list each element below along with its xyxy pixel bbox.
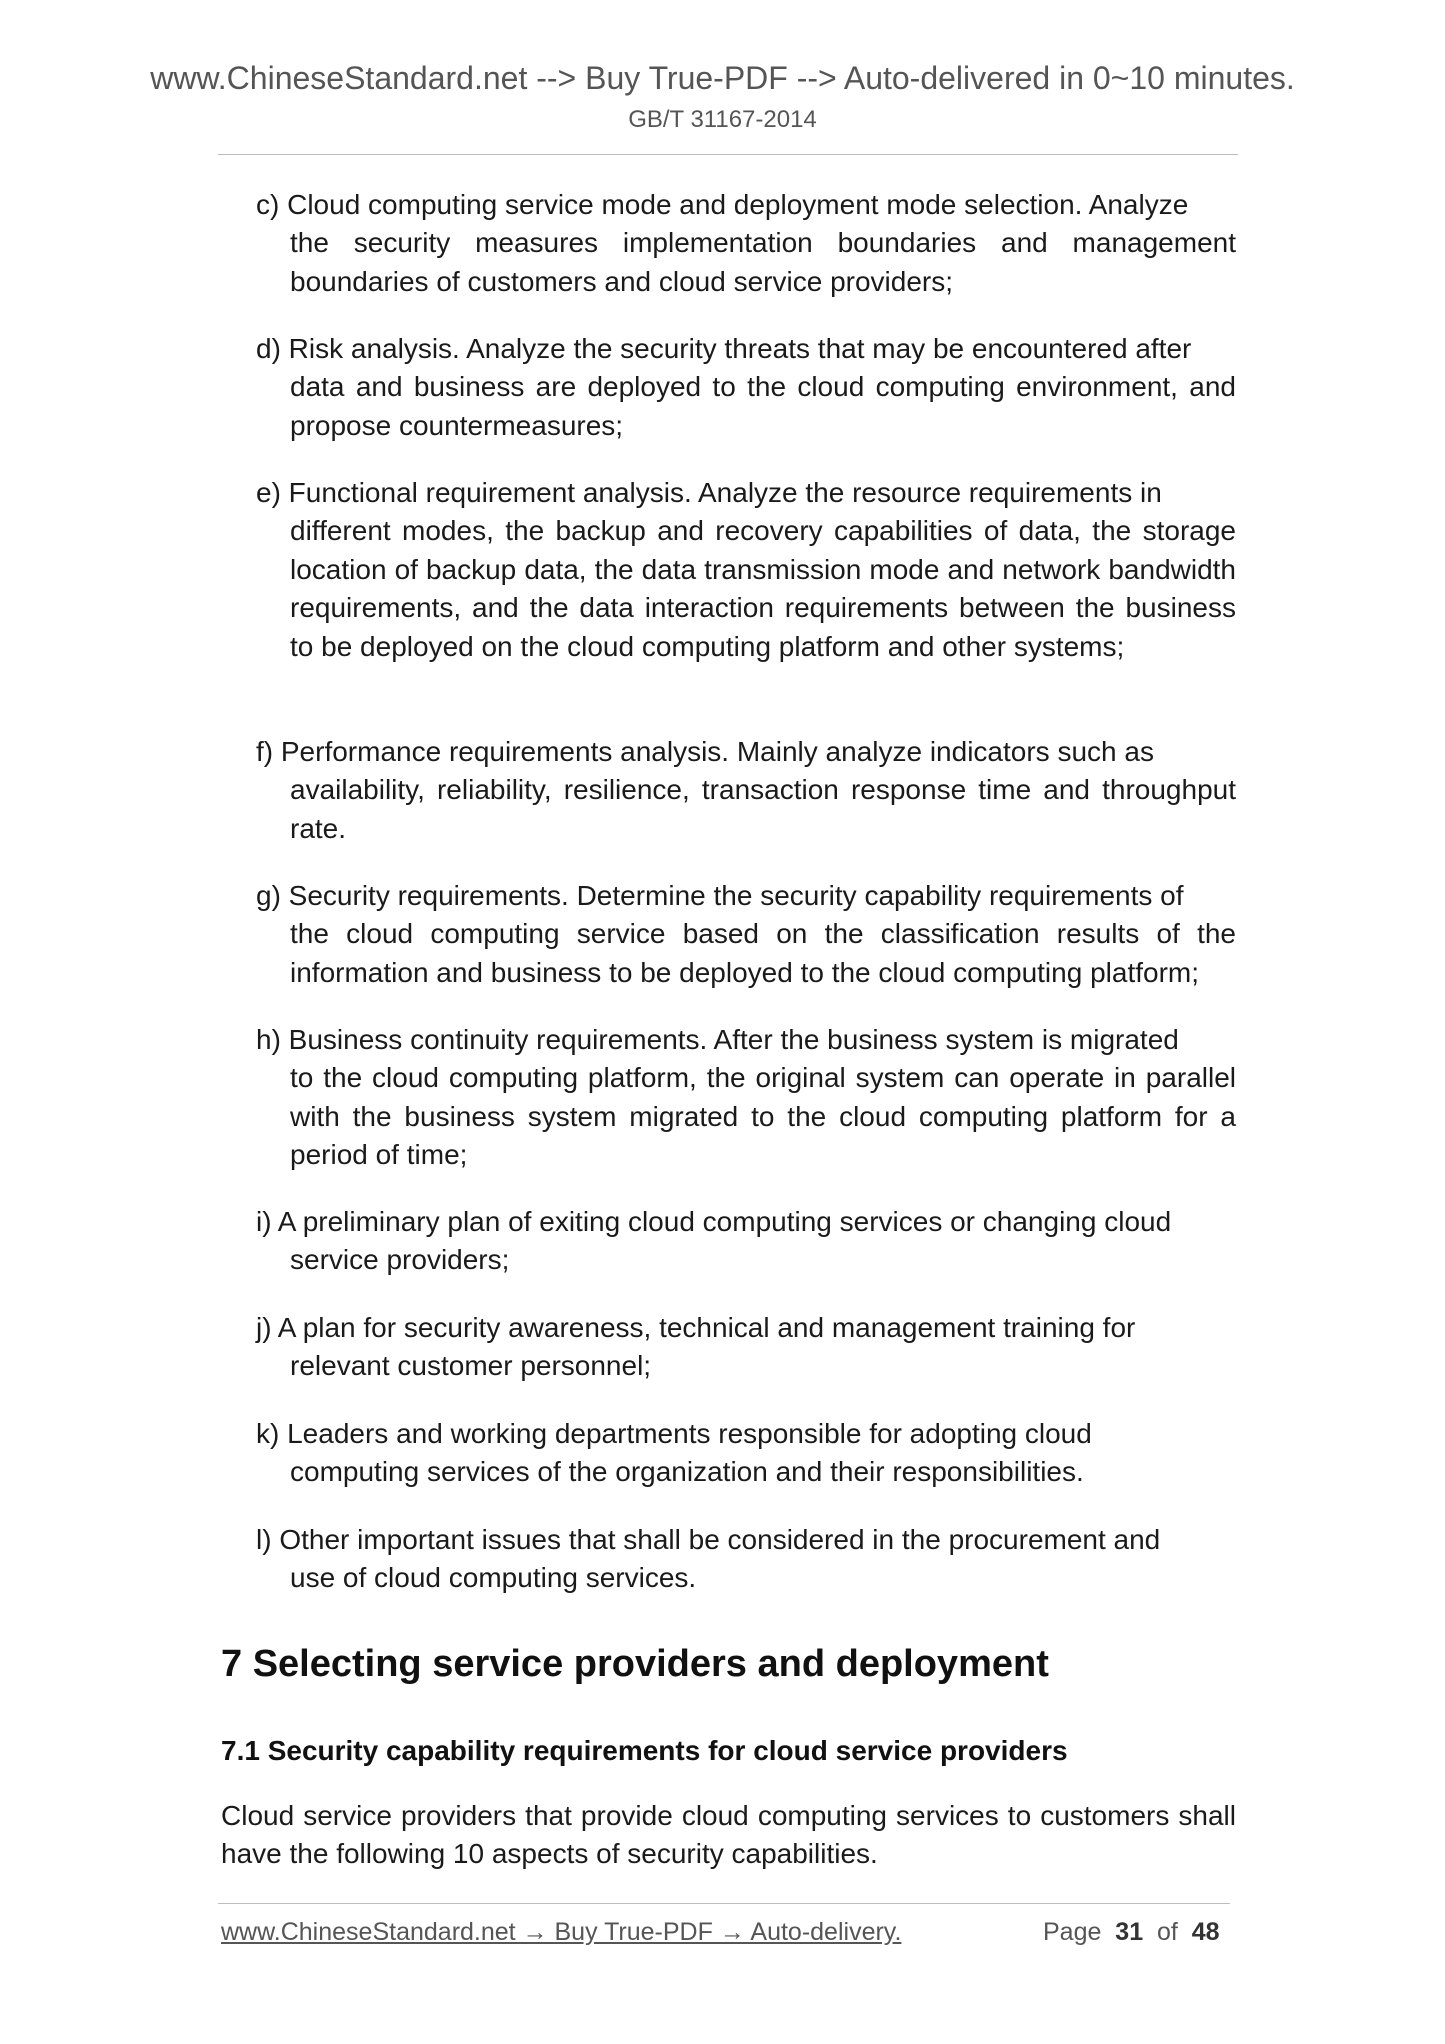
page-total: 48 [1191,1918,1220,1946]
list-item-i [256,1203,1236,1280]
page-of-label: of [1157,1918,1178,1946]
list-item-h [256,1021,1236,1175]
footer-link[interactable]: www.ChineseStandard.net → Buy True-PDF → Auto-delivery. [221,1918,902,1946]
list-item-lead: l) Other important issues that shall be considered in the procurement and [256,1524,1161,1555]
list-item-f [256,733,1236,848]
list-item-k [256,1415,1236,1492]
header-divider [218,154,1238,155]
list-item-e [256,474,1236,666]
list-item-lead: e) Functional requirement analysis. Analyze the resource requirements in [256,477,1162,508]
page-current: 31 [1115,1918,1144,1946]
page-label: Page [1043,1918,1102,1946]
list-item-continuation: availability, reliability, resilience, transaction response time and throughput rate. [290,774,1236,844]
list-item-lead: d) Risk analysis. Analyze the security threats that may be encountered after [256,333,1192,364]
list-item-lead: c) Cloud computing service mode and deployment mode selection. Analyze [256,189,1189,220]
list-item-lead: f) Performance requirements analysis. Mainly analyze indicators such as [256,736,1154,767]
list-item-lead: i) A preliminary plan of exiting cloud computing services or changing cloud [256,1206,1172,1237]
footer-divider [218,1903,1230,1904]
list-item-continuation: data and business are deployed to the cloud computing environment, and propose countermeasures; [290,371,1236,441]
list-item-c [256,186,1236,301]
list-item-d [256,330,1236,445]
list-item-lead: k) Leaders and working departments responsible for adopting cloud [256,1418,1092,1449]
list-item-continuation: computing services of the organization and their responsibilities. [290,1456,1084,1488]
list-item-lead: g) Security requirements. Determine the security capability requirements of [256,880,1184,911]
page-indicator [1043,1916,1220,1948]
section-heading: 7 Selecting service providers and deployment [221,1643,1049,1685]
list-item-continuation: different modes, the backup and recovery capabilities of data, the storage location of backup data, the data transmission mode and network bandwidth requirements, and the data interaction requirements between the business to be deployed on the cloud computing platform and other systems; [290,515,1236,662]
list-item-continuation: the security measures implementation boundaries and management boundaries of customers and cloud service providers; [290,227,1236,297]
subsection-heading: 7.1 Security capability requirements for cloud service providers [221,1735,1068,1766]
body-paragraph: Cloud service providers that provide cloud computing services to customers shall have the following 10 aspects of security capabilities. [221,1800,1236,1870]
list-item-continuation: relevant customer personnel; [290,1350,652,1382]
list-item-continuation: service providers; [290,1244,510,1276]
list-item-j [256,1309,1236,1386]
list-item-lead: h) Business continuity requirements. After the business system is migrated [256,1024,1179,1055]
list-item-continuation: to the cloud computing platform, the original system can operate in parallel with the business system migrated to the cloud computing platform for a period of time; [290,1062,1236,1171]
list-item-lead: j) A plan for security awareness, technical and management training for [256,1312,1136,1343]
list-item-l [256,1521,1236,1598]
list-item-continuation: use of cloud computing services. [290,1562,697,1594]
header-banner-link[interactable]: www.ChineseStandard.net --> Buy True-PDF --> Auto-delivered in 0~10 minutes. [150,60,1295,96]
list-item-g [256,877,1236,992]
standard-number: GB/T 31167-2014 [628,106,817,133]
list-item-continuation: the cloud computing service based on the classification results of the information and business to be deployed to the cloud computing platform; [290,918,1236,988]
